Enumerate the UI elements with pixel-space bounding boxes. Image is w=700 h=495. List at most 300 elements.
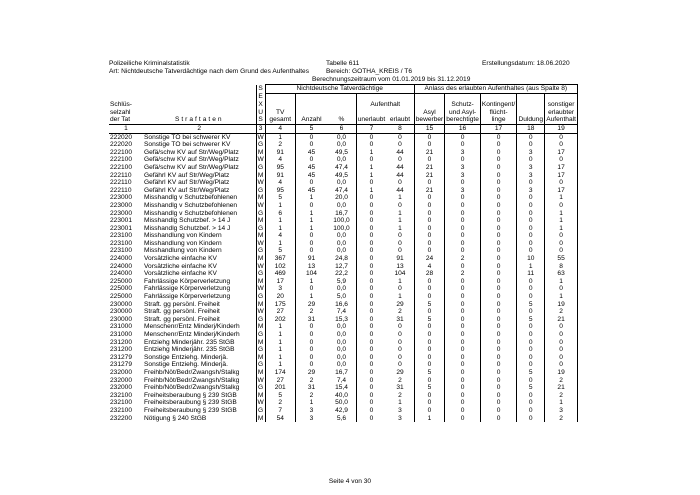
table-row bbox=[109, 141, 577, 149]
cell-offense: Gefä/schw KV auf Str/Weg/Platz bbox=[143, 164, 256, 172]
kontingent-header: Kontingent/ bbox=[481, 101, 516, 109]
cell-erlaubt: 0 bbox=[386, 202, 414, 210]
cell-schutz: 3 bbox=[445, 172, 481, 180]
cell-unerlaubt: 0 bbox=[369, 217, 374, 225]
cell-tv-total: 1 bbox=[265, 217, 295, 225]
cell-duldung: 5 bbox=[517, 301, 545, 309]
cell-sex: G bbox=[256, 210, 265, 218]
cell-duldung: 0 bbox=[517, 293, 545, 301]
cell-unerlaubt: 0 bbox=[369, 368, 374, 376]
cell-key: 222110 bbox=[110, 171, 132, 179]
cell-offense: Misshandlung von Kindern bbox=[143, 240, 256, 248]
cell-schutz: 0 bbox=[445, 361, 481, 369]
column-number-row bbox=[109, 124, 577, 133]
cell-schutz: 0 bbox=[445, 217, 481, 225]
cell-key: 223001 bbox=[110, 217, 133, 225]
cell-kontingent: 0 bbox=[480, 247, 516, 255]
cell-sonstiger: 0 bbox=[545, 361, 578, 369]
cell-sex: G bbox=[256, 187, 265, 195]
cell-tv-total: 1 bbox=[265, 240, 295, 248]
cell-erlaubt: 2 bbox=[386, 392, 414, 400]
cell-tv-total: 5 bbox=[265, 194, 295, 202]
table-row bbox=[109, 285, 577, 293]
cell-duldung: 0 bbox=[517, 156, 545, 164]
cell-sonstiger: 0 bbox=[545, 354, 578, 362]
cell-unerlaubt: 0 bbox=[369, 255, 374, 263]
cell-tv-total: 1 bbox=[265, 361, 295, 369]
cell-asyl: 24 bbox=[414, 255, 445, 263]
cell-asyl: 0 bbox=[414, 240, 445, 248]
cell-percent: 0,0 bbox=[327, 202, 356, 210]
cell-sex: W bbox=[257, 201, 264, 209]
cell-sonstiger: 17 bbox=[545, 149, 578, 157]
cell-offense: Nötigung § 240 StGB bbox=[143, 415, 256, 423]
cell-asyl: 0 bbox=[414, 399, 445, 407]
cell-count: 13 bbox=[307, 262, 316, 270]
cell-duldung: 0 bbox=[517, 377, 545, 385]
cell-tv-total: 4 bbox=[265, 232, 295, 240]
cell-unerlaubt: 0 bbox=[369, 331, 374, 338]
cell-percent: 42,9 bbox=[327, 407, 356, 415]
cell-duldung: 0 bbox=[517, 346, 545, 354]
cell-sex: G bbox=[256, 247, 265, 255]
cell-sonstiger: 0 bbox=[545, 346, 578, 354]
column-number: 7 bbox=[356, 124, 386, 133]
cell-sonstiger: 1 bbox=[545, 194, 578, 202]
cell-percent: 5,6 bbox=[327, 415, 356, 423]
kontingent-header: linge bbox=[480, 116, 516, 124]
cell-count: 0 bbox=[309, 179, 314, 187]
cell-sonstiger: 0 bbox=[545, 232, 578, 240]
cell-schutz: 0 bbox=[445, 384, 481, 392]
schutz-header: und Asyl- bbox=[445, 109, 481, 117]
cell-kontingent: 0 bbox=[480, 164, 516, 172]
cell-asyl: 0 bbox=[414, 392, 445, 400]
table-row bbox=[109, 149, 577, 157]
cell-percent: 5,0 bbox=[327, 293, 356, 301]
cell-count: 3 bbox=[309, 406, 314, 414]
report-subject: Art: Nichtdeutsche Tatverdächtige nach dem Grund des Aufenthaltes bbox=[109, 68, 310, 75]
sonstiger-header: sonstiger bbox=[545, 101, 578, 109]
cell-kontingent: 0 bbox=[480, 149, 516, 157]
group-ntv-header: Nichtdeutsche Tatverdächtige bbox=[265, 85, 414, 94]
cell-sex: W bbox=[257, 376, 264, 384]
cell-asyl: 5 bbox=[414, 316, 445, 324]
cell-erlaubt: 1 bbox=[386, 278, 414, 286]
cell-schutz: 0 bbox=[445, 301, 481, 309]
cell-sex: W bbox=[257, 156, 264, 164]
cell-tv-total: 5 bbox=[265, 392, 295, 400]
cell-percent: 0,0 bbox=[327, 339, 356, 347]
cell-count: 1 bbox=[309, 293, 314, 301]
cell-sex: G bbox=[256, 346, 265, 354]
erlaubt-header: erlaubt bbox=[386, 116, 414, 124]
cell-tv-total: 95 bbox=[265, 164, 295, 172]
table-row bbox=[109, 384, 577, 392]
cell-asyl: 0 bbox=[414, 247, 445, 255]
cell-key: 225000 bbox=[110, 277, 133, 285]
cell-tv-total: 17 bbox=[265, 278, 295, 286]
cell-kontingent: 0 bbox=[480, 263, 516, 271]
cell-sonstiger: 0 bbox=[545, 133, 578, 141]
cell-percent: 0,0 bbox=[327, 361, 356, 369]
cell-sonstiger: 17 bbox=[545, 172, 578, 180]
cell-schutz: 0 bbox=[445, 323, 481, 331]
report-org: Polizeiliche Kriminalstatistik bbox=[109, 60, 190, 67]
cell-offense: Gefährl KV auf Str/Weg/Platz bbox=[143, 187, 256, 195]
cell-sonstiger: 1 bbox=[545, 210, 578, 218]
cell-asyl: 5 bbox=[414, 301, 445, 309]
cell-percent: 100,0 bbox=[327, 217, 356, 225]
cell-percent: 5,9 bbox=[327, 278, 356, 286]
cell-erlaubt: 0 bbox=[386, 285, 414, 293]
cell-erlaubt: 3 bbox=[386, 407, 414, 415]
cell-kontingent: 0 bbox=[480, 270, 516, 278]
table-row bbox=[109, 377, 577, 385]
cell-count: 2 bbox=[309, 391, 314, 399]
cell-schutz: 0 bbox=[445, 240, 481, 248]
cell-key: 222100 bbox=[110, 148, 133, 156]
cell-unerlaubt: 0 bbox=[369, 239, 374, 247]
cell-duldung: 3 bbox=[517, 164, 545, 172]
cell-unerlaubt: 0 bbox=[369, 338, 374, 346]
cell-duldung: 0 bbox=[517, 392, 545, 400]
kontingent-header: flücht- bbox=[480, 109, 516, 117]
cell-tv-total: 27 bbox=[265, 377, 295, 385]
cell-count: 45 bbox=[307, 163, 316, 171]
cell-tv-total: 1 bbox=[265, 354, 295, 362]
cell-count: 0 bbox=[309, 361, 314, 369]
table-row bbox=[109, 308, 577, 316]
cell-key: 231279 bbox=[110, 361, 133, 369]
cell-kontingent: 0 bbox=[480, 354, 516, 362]
sex-letter: U bbox=[256, 109, 265, 117]
cell-erlaubt: 29 bbox=[386, 369, 414, 377]
cell-tv-total: 5 bbox=[265, 247, 295, 255]
cell-key: 223100 bbox=[110, 247, 133, 255]
cell-percent: 47,4 bbox=[327, 187, 356, 195]
cell-asyl: 0 bbox=[414, 308, 445, 316]
cell-key: 224000 bbox=[110, 255, 133, 263]
table-number: Tabelle 611 bbox=[326, 60, 360, 67]
cell-percent: 15,3 bbox=[327, 316, 356, 324]
cell-erlaubt: 1 bbox=[386, 210, 414, 218]
cell-count: 31 bbox=[307, 315, 316, 323]
cell-kontingent: 0 bbox=[480, 210, 516, 218]
cell-key: 232000 bbox=[110, 368, 133, 376]
cell-percent: 16,7 bbox=[327, 369, 356, 377]
table-row bbox=[109, 407, 577, 415]
cell-unerlaubt: 0 bbox=[369, 300, 374, 308]
cell-sonstiger: 2 bbox=[545, 308, 578, 316]
cell-schutz: 0 bbox=[445, 202, 481, 210]
cell-erlaubt: 31 bbox=[386, 384, 414, 392]
cell-count: 1 bbox=[309, 209, 314, 217]
cell-duldung: 5 bbox=[517, 316, 545, 324]
cell-kontingent: 0 bbox=[480, 194, 516, 202]
cell-offense: Freiheitsberaubung § 239 StGB bbox=[143, 399, 256, 407]
cell-erlaubt: 3 bbox=[386, 415, 414, 423]
cell-schutz: 0 bbox=[445, 225, 481, 233]
cell-percent: 16,6 bbox=[327, 301, 356, 309]
cell-key: 230000 bbox=[110, 308, 133, 316]
cell-key: 223100 bbox=[110, 239, 133, 247]
cell-schutz: 3 bbox=[445, 187, 481, 195]
cell-count: 91 bbox=[307, 255, 316, 263]
table-row bbox=[109, 415, 577, 423]
duldung-header: Duldung bbox=[518, 116, 544, 124]
cell-percent: 0,0 bbox=[327, 285, 356, 293]
cell-offense: Freihb/Nöt/Bedr/Zwangsh/Stalkg bbox=[143, 384, 256, 392]
region: Bereich: GOTHA_KREIS / T6 bbox=[326, 68, 412, 75]
table-row bbox=[109, 172, 577, 180]
cell-tv-total: 4 bbox=[265, 179, 295, 187]
sex-letter: E bbox=[256, 93, 265, 101]
cell-sex: G bbox=[256, 361, 265, 369]
cell-asyl: 0 bbox=[414, 141, 445, 149]
cell-unerlaubt: 0 bbox=[369, 262, 374, 270]
cell-percent: 22,2 bbox=[327, 270, 356, 278]
cell-duldung: 5 bbox=[517, 369, 545, 377]
cell-kontingent: 0 bbox=[480, 172, 516, 180]
cell-key: 222100 bbox=[110, 156, 133, 164]
cell-offense: Straft. gg persönl. Freiheit bbox=[143, 316, 256, 324]
cell-offense: Vorsätzliche einfache KV bbox=[143, 263, 256, 271]
cell-kontingent: 0 bbox=[480, 399, 516, 407]
cell-percent: 0,0 bbox=[327, 354, 356, 362]
cell-unerlaubt: 0 bbox=[369, 201, 374, 209]
cell-erlaubt: 44 bbox=[386, 172, 414, 180]
cell-schutz: 0 bbox=[445, 377, 481, 385]
cell-count: 0 bbox=[309, 232, 314, 240]
cell-erlaubt: 91 bbox=[386, 255, 414, 263]
column-number: 2 bbox=[143, 124, 256, 133]
cell-offense: Misshandlg Schutzbef. > 14 J bbox=[143, 225, 256, 233]
cell-count: 0 bbox=[309, 201, 314, 209]
cell-kontingent: 0 bbox=[480, 377, 516, 385]
cell-schutz: 0 bbox=[445, 308, 481, 316]
cell-offense: Misshandlung von Kindern bbox=[143, 247, 256, 255]
cell-asyl: 0 bbox=[414, 202, 445, 210]
cell-tv-total: 91 bbox=[265, 172, 295, 180]
column-number: 16 bbox=[445, 124, 481, 133]
table-row bbox=[109, 210, 577, 218]
cell-offense: Entziehg Minderjähr. 235 StGB bbox=[143, 346, 256, 354]
cell-sex: M bbox=[257, 255, 264, 263]
cell-count: 2 bbox=[309, 376, 314, 384]
cell-asyl: 0 bbox=[414, 331, 445, 339]
cell-asyl: 21 bbox=[414, 172, 445, 180]
cell-sex: M bbox=[257, 232, 264, 240]
cell-schutz: 0 bbox=[445, 232, 481, 240]
cell-key: 231000 bbox=[110, 331, 133, 338]
cell-duldung: 0 bbox=[517, 407, 545, 415]
cell-tv-total: 175 bbox=[265, 301, 295, 309]
cell-asyl: 21 bbox=[414, 149, 445, 157]
cell-kontingent: 0 bbox=[480, 141, 516, 149]
cell-asyl: 21 bbox=[414, 164, 445, 172]
cell-key: 223000 bbox=[110, 194, 133, 202]
cell-key: 223000 bbox=[110, 201, 133, 209]
cell-percent: 0,0 bbox=[327, 141, 356, 149]
cell-asyl: 0 bbox=[414, 293, 445, 301]
cell-duldung: 0 bbox=[517, 399, 545, 407]
cell-key: 231200 bbox=[110, 338, 133, 346]
cell-duldung: 0 bbox=[517, 323, 545, 331]
cell-asyl: 0 bbox=[414, 339, 445, 347]
cell-key: 225000 bbox=[110, 293, 133, 301]
cell-sex: G bbox=[256, 331, 265, 339]
cell-unerlaubt: 0 bbox=[369, 346, 374, 354]
cell-count: 0 bbox=[309, 338, 314, 346]
cell-count: 0 bbox=[309, 285, 314, 293]
cell-erlaubt: 1 bbox=[386, 217, 414, 225]
straftaten-header: Straftaten bbox=[143, 116, 256, 124]
cell-offense: Gefährl KV auf Str/Weg/Platz bbox=[143, 179, 256, 187]
cell-sex: G bbox=[256, 407, 265, 415]
cell-duldung: 0 bbox=[517, 339, 545, 347]
cell-percent: 20,0 bbox=[327, 194, 356, 202]
cell-asyl: 0 bbox=[414, 217, 445, 225]
cell-sonstiger: 0 bbox=[545, 323, 578, 331]
sonstiger-header: erlaubter bbox=[545, 109, 578, 117]
cell-key: 225000 bbox=[110, 285, 133, 293]
cell-unerlaubt: 0 bbox=[369, 141, 374, 149]
cell-asyl: 4 bbox=[414, 263, 445, 271]
cell-tv-total: 1 bbox=[265, 331, 295, 339]
cell-duldung: 3 bbox=[517, 172, 545, 180]
cell-unerlaubt: 0 bbox=[369, 391, 374, 399]
cell-erlaubt: 44 bbox=[386, 187, 414, 195]
cell-duldung: 0 bbox=[517, 240, 545, 248]
cell-asyl: 21 bbox=[414, 187, 445, 195]
cell-offense: Misshandlg Schutzbef. > 14 J bbox=[143, 217, 256, 225]
cell-schutz: 2 bbox=[445, 270, 481, 278]
cell-count: 0 bbox=[309, 346, 314, 354]
cell-schutz: 0 bbox=[445, 354, 481, 362]
cell-kontingent: 0 bbox=[480, 323, 516, 331]
cell-tv-total: 1 bbox=[265, 133, 295, 141]
cell-sonstiger: 19 bbox=[545, 301, 578, 309]
cell-offense: Gefä/schw KV auf Str/Weg/Platz bbox=[143, 156, 256, 164]
table-row bbox=[109, 323, 577, 331]
cell-sex: W bbox=[257, 285, 264, 293]
cell-sex: M bbox=[257, 148, 264, 156]
cell-sex: M bbox=[257, 217, 264, 225]
cell-duldung: 0 bbox=[517, 202, 545, 210]
cell-offense: Freiheitsberaubung § 239 StGB bbox=[143, 407, 256, 415]
aufenthalt-header: Aufenthalt bbox=[356, 101, 414, 109]
cell-unerlaubt: 0 bbox=[369, 232, 374, 240]
cell-asyl: 0 bbox=[414, 346, 445, 354]
cell-percent: 47,4 bbox=[327, 164, 356, 172]
cell-percent: 49,5 bbox=[327, 172, 356, 180]
cell-kontingent: 0 bbox=[480, 187, 516, 195]
cell-asyl: 0 bbox=[414, 156, 445, 164]
cell-unerlaubt: 0 bbox=[369, 270, 374, 278]
cell-count: 0 bbox=[309, 239, 314, 247]
cell-schutz: 0 bbox=[445, 316, 481, 324]
cell-kontingent: 0 bbox=[480, 240, 516, 248]
cell-sex: M bbox=[257, 391, 264, 399]
asyl-header: bewerber bbox=[415, 116, 444, 124]
cell-sex: M bbox=[257, 277, 264, 285]
cell-unerlaubt: 0 bbox=[369, 133, 374, 141]
table-row bbox=[109, 217, 577, 225]
cell-count: 45 bbox=[307, 186, 316, 194]
cell-sonstiger: 19 bbox=[545, 369, 578, 377]
cell-count: 1 bbox=[309, 194, 314, 202]
cell-duldung: 0 bbox=[517, 247, 545, 255]
cell-sonstiger: 63 bbox=[545, 270, 578, 278]
cell-unerlaubt: 0 bbox=[369, 406, 374, 414]
cell-kontingent: 0 bbox=[480, 285, 516, 293]
cell-asyl: 28 bbox=[414, 270, 445, 278]
cell-tv-total: 367 bbox=[265, 255, 295, 263]
cell-asyl: 0 bbox=[414, 361, 445, 369]
cell-sex: G bbox=[256, 293, 265, 301]
column-number: 4 bbox=[265, 124, 295, 133]
cell-kontingent: 0 bbox=[480, 179, 516, 187]
cell-kontingent: 0 bbox=[480, 331, 516, 339]
cell-duldung: 0 bbox=[517, 210, 545, 218]
cell-tv-total: 20 bbox=[265, 293, 295, 301]
cell-duldung: 0 bbox=[517, 361, 545, 369]
cell-sonstiger: 0 bbox=[545, 240, 578, 248]
cell-tv-total: 54 bbox=[265, 415, 295, 423]
table-body bbox=[109, 133, 577, 422]
column-number: 1 bbox=[109, 124, 143, 133]
cell-sex: M bbox=[257, 353, 264, 361]
sex-letter: S bbox=[256, 85, 265, 94]
cell-unerlaubt: 0 bbox=[369, 315, 374, 323]
cell-kontingent: 0 bbox=[480, 339, 516, 347]
table-row bbox=[109, 301, 577, 309]
cell-tv-total: 2 bbox=[265, 399, 295, 407]
cell-count: 29 bbox=[307, 300, 316, 308]
table-row bbox=[109, 202, 577, 210]
column-number: 5 bbox=[295, 124, 327, 133]
cell-asyl: 1 bbox=[414, 415, 445, 423]
cell-tv-total: 27 bbox=[265, 308, 295, 316]
cell-tv-total: 2 bbox=[265, 141, 295, 149]
cell-sonstiger: 2 bbox=[545, 415, 578, 423]
cell-sex: G bbox=[256, 225, 265, 233]
table-row bbox=[109, 156, 577, 164]
cell-schutz: 0 bbox=[445, 247, 481, 255]
cell-count: 2 bbox=[309, 308, 314, 316]
cell-sonstiger: 0 bbox=[545, 339, 578, 347]
tv-header: gesamt bbox=[265, 116, 295, 124]
cell-sonstiger: 0 bbox=[545, 331, 578, 339]
cell-offense: Gefä/schw KV auf Str/Weg/Platz bbox=[143, 149, 256, 157]
cell-duldung: 3 bbox=[517, 187, 545, 195]
cell-offense: Sonstige Entziehg. Minderjä. bbox=[143, 361, 256, 369]
cell-unerlaubt: 0 bbox=[369, 194, 374, 202]
column-number: 18 bbox=[517, 124, 545, 133]
table-row bbox=[109, 270, 577, 278]
table-row bbox=[109, 164, 577, 172]
cell-sex: W bbox=[257, 179, 264, 187]
cell-count: 1 bbox=[309, 277, 314, 285]
cell-tv-total: 7 bbox=[265, 407, 295, 415]
cell-duldung: 0 bbox=[517, 278, 545, 286]
cell-erlaubt: 0 bbox=[386, 354, 414, 362]
cell-percent: 0,0 bbox=[327, 232, 356, 240]
table-row bbox=[109, 399, 577, 407]
cell-sex: G bbox=[256, 384, 265, 392]
cell-unerlaubt: 1 bbox=[369, 148, 374, 156]
